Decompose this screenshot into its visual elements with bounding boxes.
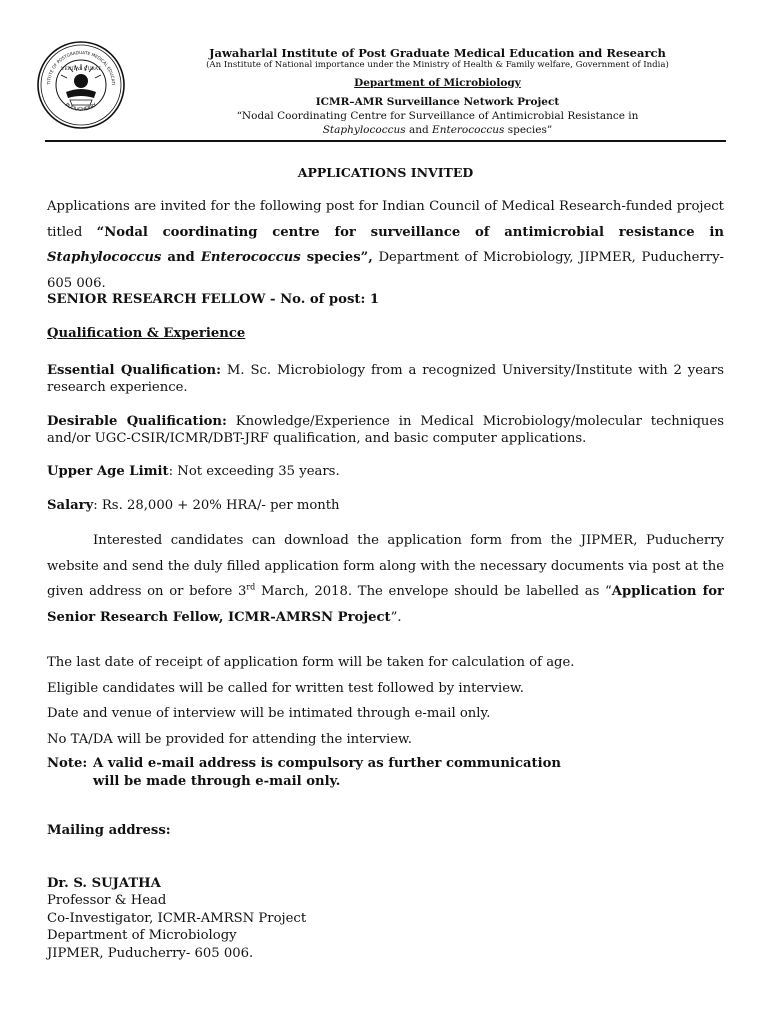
address-line: JIPMER, Puducherry- 605 006. xyxy=(47,945,254,961)
note-line1: A valid e-mail address is compulsory as further communication xyxy=(93,756,562,771)
condition-line: Eligible candidates will be called for written test followed by interview. xyxy=(47,680,524,696)
department-name: Department of Microbiology xyxy=(354,77,521,89)
institute-seal-logo xyxy=(36,40,126,130)
institute-name: Jawaharlal Institute of Post Graduate Medical Education and Research xyxy=(209,46,666,60)
upper-age-limit: Upper Age Limit: Not exceeding 35 years. xyxy=(47,464,340,479)
desirable-qualification: Desirable Qualification: Knowledge/Experience in Medical Microbiology/molecular techniques and/or UGC-CSIR/ICMR/DBT-JRF qualification, and basic computer applications. xyxy=(47,414,724,446)
mailing-address-label: Mailing address: xyxy=(47,823,171,838)
condition-line: Date and venue of interview will be intimated through e-mail only. xyxy=(47,706,491,721)
project-desc-line2: Staphylococcus and Enterococcus species” xyxy=(322,124,553,136)
salary: Salary: Rs. 28,000 + 20% HRA/- per month xyxy=(47,498,340,513)
seal-bottom-text: PUDUCHERRY xyxy=(63,102,99,113)
page-title: APPLICATIONS INVITED xyxy=(297,165,474,180)
post-heading: SENIOR RESEARCH FELLOW - No. of post: 1 xyxy=(47,292,380,307)
condition-line: The last date of receipt of application form will be taken for calculation of age. xyxy=(47,655,575,670)
addressee-name: Dr. S. SUJATHA xyxy=(47,876,161,891)
seal-motto: VERITAS CURAT xyxy=(61,67,101,72)
project-desc-line1: “Nodal Coordinating Centre for Surveillance of Antimicrobial Resistance in xyxy=(236,110,639,122)
note-line2: will be made through e-mail only. xyxy=(93,773,341,789)
condition-line: No TA/DA will be provided for attending the interview. xyxy=(47,731,412,747)
instructions-paragraph: Interested candidates can download the application form from the JIPMER, Puducherry website and send the duly filled application form along with the necessary documents via post at the given address on or before 3rd March, 2018. The envelope should be labelled as “Application for Senior Research Fellow, ICMR-AMRSN Project”. xyxy=(47,533,724,625)
address-line: Co-Investigator, ICMR-AMRSN Project xyxy=(47,910,307,926)
conditions-list xyxy=(47,650,724,752)
institute-subtitle: (An Institute of National importance under the Ministry of Health & Family welfare, Government of India) xyxy=(206,60,669,70)
address-line: Professor & Head xyxy=(47,893,167,909)
header-divider xyxy=(45,140,726,142)
note-label: Note: xyxy=(47,756,88,771)
address-line: Department of Microbiology xyxy=(47,928,237,944)
note xyxy=(47,755,724,790)
intro-paragraph: Applications are invited for the following post for Indian Council of Medical Research-funded project titled “Nodal coordinating centre for surveillance of antimicrobial resistance in Staphylococcus and Enterococcus species”, Department of Microbiology, JIPMER, Puducherry-605 006. xyxy=(47,199,724,291)
svg-text:PUDUCHERRY xyxy=(64,102,99,113)
mailing-address xyxy=(47,875,724,962)
qualification-heading: Qualification & Experience xyxy=(47,326,246,341)
essential-qualification: Essential Qualification: M. Sc. Microbiology from a recognized University/Institute with 2 years research experience. xyxy=(47,363,724,395)
seal-top-text: TITUTE OF POSTGRADUATE MEDICAL EDUCATI xyxy=(45,49,117,86)
project-name: ICMR–AMR Surveillance Network Project xyxy=(315,96,560,108)
